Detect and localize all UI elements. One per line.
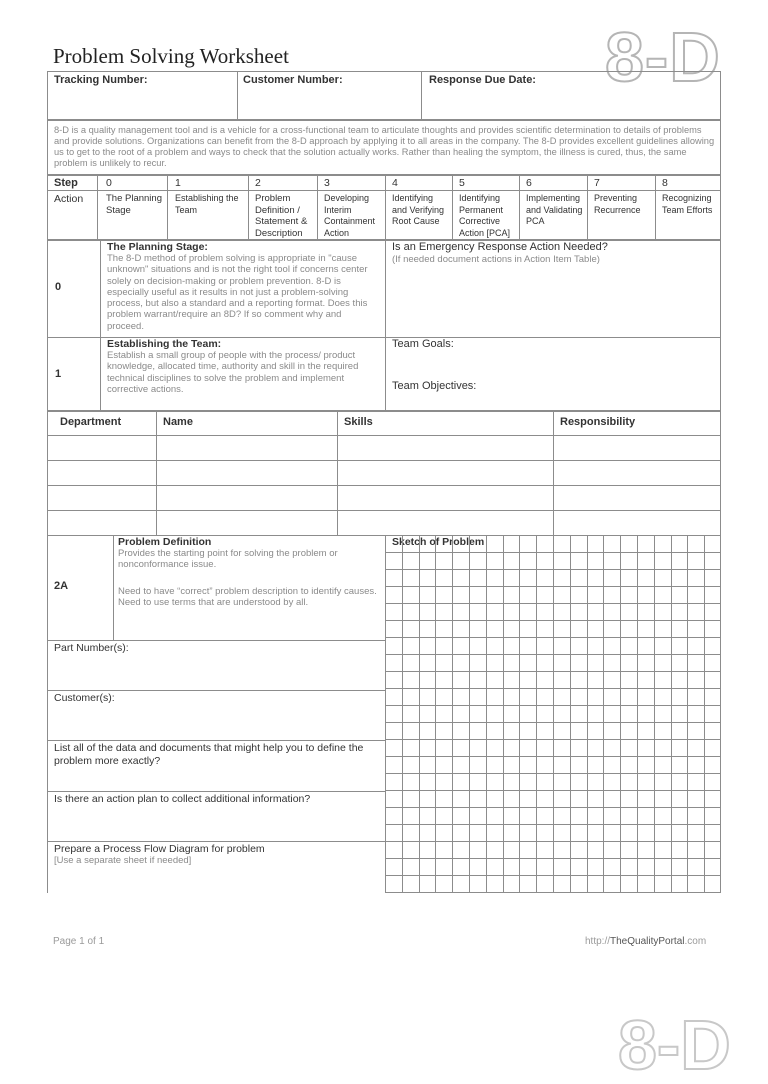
sketch-grid[interactable]: [385, 535, 721, 893]
step-action: Identifying and Verifying Root Cause: [392, 193, 445, 226]
step-action: Problem Definition / Statement & Description: [255, 193, 308, 239]
team-goals-field[interactable]: Team Goals:: [392, 338, 454, 350]
page-number: Page 1 of 1: [53, 936, 105, 947]
step-number: 4: [392, 177, 398, 189]
url-prefix: http://: [585, 936, 611, 947]
url-suffix: .com: [684, 936, 707, 947]
customers-field[interactable]: Customer(s):: [54, 692, 115, 704]
emergency-hint: (If needed document actions in Action Item Table): [392, 254, 600, 265]
emergency-question: Is an Emergency Response Action Needed?: [392, 241, 608, 253]
process-flow-hint: [Use a separate sheet if needed]: [54, 855, 192, 866]
part-numbers-field[interactable]: Part Number(s):: [54, 642, 129, 654]
step-action: Identifying Permanent Corrective Action [PCA]: [459, 193, 511, 238]
team-heading: Establishing the Team:: [107, 338, 222, 350]
planning-heading: The Planning Stage:: [107, 241, 208, 253]
skills-header: Skills: [344, 416, 373, 428]
8d-logo: 8-D: [605, 18, 721, 96]
process-flow-label[interactable]: Prepare a Process Flow Diagram for problem: [54, 843, 265, 855]
department-header: Department: [60, 416, 122, 428]
step-action: The Planning Stage: [106, 193, 162, 216]
section-number: 1: [55, 368, 62, 380]
team-table: [47, 411, 721, 536]
team-body: Establish a small group of people with the process/ product knowledge, allocated time, authority and skill in the required technical disciplines to solve the problem and implement corrective actions.: [107, 350, 359, 395]
intro-text: 8-D is a quality management tool and is a vehicle for a cross-functional team to articulate thoughts and provides scientific determination to details of problems and provide solutions. Organizations can benefit from the 8-D approach by applying it to all areas in the company. The 8-D provides excellent guidelines allowing us to get to the root of a problem and ways to check that the solution actually works. Rather than healing the symptom, the illness is cured, thus, the same problem is unlikely to recur.: [54, 125, 715, 168]
step-action: Establishing the Team: [175, 193, 239, 215]
sketch-label: Sketch of Problem: [392, 536, 485, 548]
step-action: Preventing Recurrence: [594, 193, 641, 215]
step-action: Developing Interim Containment Action: [324, 193, 376, 238]
url-site: TheQualityPortal: [610, 936, 685, 947]
page-title: Problem Solving Worksheet: [53, 44, 289, 68]
customer-number-field[interactable]: Customer Number:: [243, 74, 343, 86]
step-number: 1: [175, 177, 181, 189]
step-number: 2: [255, 177, 261, 189]
action-label: Action: [54, 193, 84, 205]
step-action: Implementing and Validating PCA: [526, 193, 583, 226]
section-number: 2A: [54, 580, 69, 592]
response-due-date-field[interactable]: Response Due Date:: [429, 74, 536, 86]
action-plan-question[interactable]: Is there an action plan to collect additional information?: [54, 793, 311, 805]
step-number: 5: [459, 177, 465, 189]
tracking-number-field[interactable]: Tracking Number:: [54, 74, 148, 86]
section-number: 0: [55, 281, 62, 293]
responsibility-header: Responsibility: [560, 416, 636, 428]
step-number: 6: [526, 177, 532, 189]
8d-logo-bottom: 8-D: [618, 1006, 731, 1084]
team-objectives-field[interactable]: Team Objectives:: [392, 380, 477, 392]
step-number: 7: [594, 177, 600, 189]
problem-definition-body2: Need to have “correct” problem description to identify causes. Need to use terms that are understood by all.: [118, 586, 377, 609]
site-url[interactable]: [585, 936, 706, 947]
name-header: Name: [163, 416, 193, 428]
problem-definition-body1: Provides the starting point for solving the problem or nonconformance issue.: [118, 548, 338, 571]
step-number: 0: [106, 177, 112, 189]
step-action: Recognizing Team Efforts: [662, 193, 713, 215]
step-number: 8: [662, 177, 668, 189]
step-number: 3: [324, 177, 330, 189]
data-documents-question[interactable]: List all of the data and documents that might help you to define the problem more exactly?: [54, 742, 364, 767]
header-box: [47, 71, 721, 120]
problem-definition-heading: Problem Definition: [118, 536, 212, 548]
planning-body: The 8-D method of problem solving is appropriate in "cause unknown" situations and is not the right tool if concerns center solely on decision-making or problem prevention. 8-D is especially useful as it results in not just a problem-solving process, but also a standard and a reporting format. Does this problem warrant/require an 8D? If so comment why and proceed.: [107, 253, 368, 332]
step-label: Step: [54, 177, 78, 189]
